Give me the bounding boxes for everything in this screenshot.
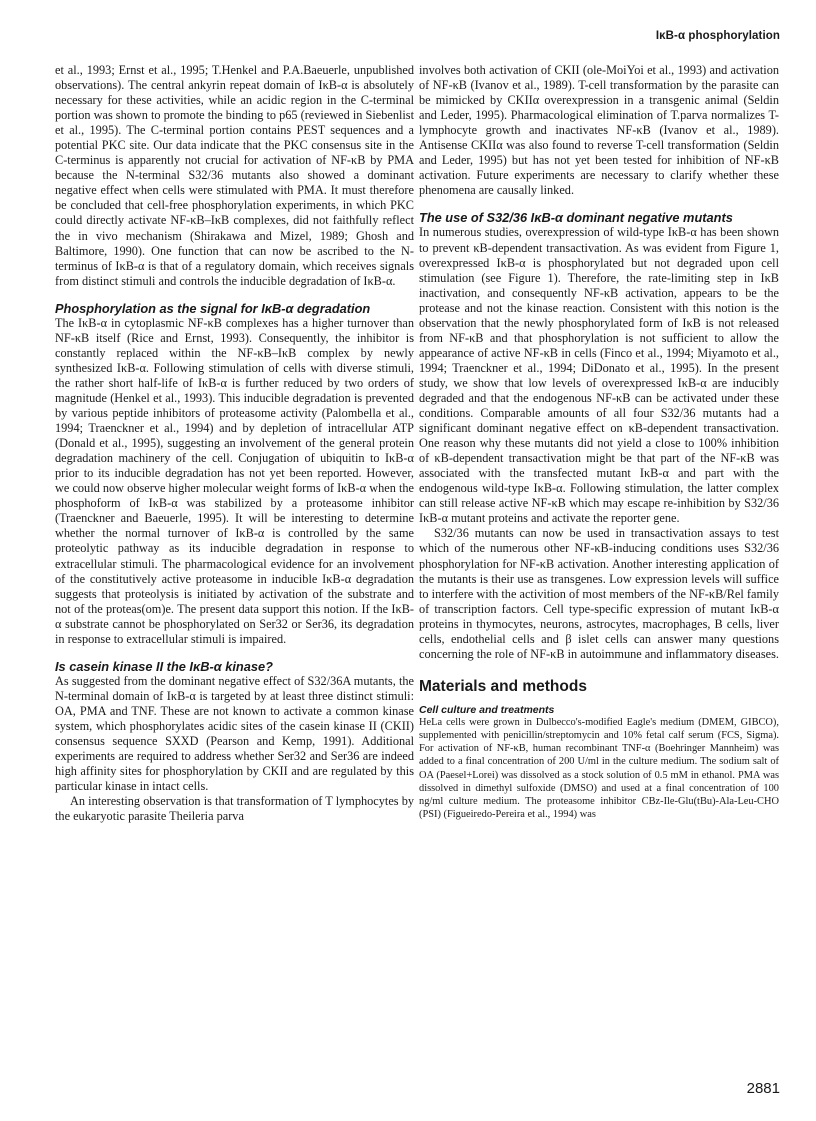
section-heading-casein-kinase: Is casein kinase II the IκB-α kinase? [55,658,273,674]
right-paragraph-2: In numerous studies, overexpression of wild-type IκB-α has been shown to prevent κB-dependent transactivation. As was evident from Figure 1, overexpressed IκB-α is phosphorylated but not degraded upon cell stimulation (see Figure 1). Therefore, the rate-limiting step in IκB inactivation, and consequently NF-κB activation, appears to be the protease and not the kinase reaction. Consistent with this notion is the observation that the newly phosphorylated form of IκB is not released from NF-κB and that phosphorylation is not sufficient to allow the appearance of active NF-κB in cells (Finco et al., 1994; Miyamoto et al., 1994; Traenckner et al., 1994; DiDonato et al., 1995). In the present study, we show that low levels of overexpressed IκB-α are inducibly degraded and that the endogenous NF-κB can be activated under these conditions. Comparable amounts of all four S32/36 mutants had a significant dominant negative effect on κB-dependent transactivation. One reason why these mutants did not yield a close to 100% inhibition of κB-dependent transactivation might be that part of the NF-κB was associated with the transfected mutant IκB-α and part with the endogenous wild-type IκB-α. Following stimulation, the latter complex can still release active NF-κB which may escape re-inhibition by S32/36 IκB-α mutant proteins and activate the reporter gene. [419,225,779,526]
right-paragraph-3: S32/36 mutants can now be used in transactivation assays to test which of the numerous other NF-κB-inducing conditions uses S32/36 phosphorylation for NF-κB activation. Another interesting application of the mutants is their use as transgenes. Low expression levels will suffice to interfere with the activition of most members of the NF-κB/Rel family of transcription factors. Cell type-specific expression of mutant IκB-α proteins in thymocytes, neurons, astrocytes, macrophages, B cells, liver cells, endothelial cells and β islet cells can answer many questions concerning the role of NF-κB in autoimmune and inflammatory diseases. [419,526,779,661]
subsection-heading-cell-culture: Cell culture and treatments [419,703,555,716]
section-heading-dominant-negative: The use of S32/36 IκB-α dominant negative mutants [419,210,733,226]
left-paragraph-2: The IκB-α in cytoplasmic NF-κB complexes has a higher turnover than NF-κB itself (Rice and Ernst, 1993). Consequently, the inhibitor is constantly replaced within the NF-κB–IκB complex by newly synthesized IκB-α. Following stimulation of cells with diverse stimuli, the rather short half-life of IκB-α is further reduced by two orders of magnitude (Henkel et al., 1993). This inducible degradation is prevented by various peptide inhibitors of proteasome activity (Palombella et al., 1994; Traenckner et al., 1994) and by depletion of intracellular ATP (Donald et al., 1995), suggesting an involvement of the general protein degradation machinery of the cell. Conjugation of ubiquitin to IκB-α prior to its inducible degradation has not yet been reported. However, we could now observe higher molecular weight forms of IκB-α when the phosphoform of IκB-α was stabilized by a proteasome inhibitor (Traenckner and Baeuerle, 1995). It will be interesting to determine whether the normal turnover of IκB-α is controlled by the same proteolytic pathway as its inducible degradation in response to extracellular stimuli. The pharmacological evidence for an involvement of the constitutively active proteasome in inducible IκB-α degradation suggests that proteolysis is initiated by activation of the substrate and not of the proteas(om)e. The present data support this notion. If the IκB-α substrate cannot be phosphorylated on Ser32 or Ser36, its degradation in response to extracellular stimuli is impaired. [55,315,414,646]
section-heading-phosphorylation: Phosphorylation as the signal for IκB-α degradation [55,300,371,316]
right-paragraph-methods: HeLa cells were grown in Dulbecco's-modified Eagle's medium (DMEM, GIBCO), supplemented with penicillin/streptomycin and 10% fetal calf serum (FCS, Sigma). For activation of NF-κB, human recombinant TNF-α (Boehringer Mannheim) was added to a final concentration of 200 U/ml in the culture medium. The sodium salt of OA (Paesel+Lorei) was dissolved as a stock solution of 0.5 mM in ethanol. PMA was dissolved in dimethyl sulfoxide (DMSO) and used at a final concentration of 100 ng/ml culture medium. The proteasome inhibitor CBz-Ile-Glu(tBu)-Ala-Leu-CHO (PSI) (Figueiredo-Pereira et al., 1994) was [419,716,779,821]
section-heading-materials-methods: Materials and methods [419,677,587,695]
page-number: 2881 [746,1080,780,1097]
left-column [55,63,414,824]
left-paragraph-4: An interesting observation is that transformation of T lymphocytes by the eukaryotic parasite Theileria parva [55,794,414,824]
left-paragraph-3: As suggested from the dominant negative effect of S32/36A mutants, the N-terminal domain of IκB-α is targeted by at least three distinct stimuli: OA, PMA and TNF. These are not known to activate a common kinase system, which phosphorylates acidic sites of the casein kinase II (CKII) consensus sequence SXXD (Pearson and Kemp, 1991). Additional experiments are required to address whether Ser32 and Ser36 are indeed high affinity sites for phosphorylation by CKII and are regulated by this particular kinase in intact cells. [55,673,414,794]
left-paragraph-1: et al., 1993; Ernst et al., 1995; T.Henkel and P.A.Baeuerle, unpublished observations). The central ankyrin repeat domain of IκB-α is absolutely necessary for these activities, while an acidic region in the C-terminal portion was shown to promote the binding to p65 (reviewed in Siebenlist et al., 1995). The C-terminal portion contains PEST sequences and a potential PKC site. Our data indicate that the PKC consensus site in the C-terminus is apparently not crucial for activation of NF-κB by PMA because the N-terminal S32/36 mutants also showed a dominant negative effect when cells were stimulated with PMA. It must therefore be concluded that cell-free phosphorylation experiments, in which PKC could directly activate NF-κB–IκB complexes, did not faithfully reflect the in vivo mechanism (Shirakawa and Mizel, 1989; Ghosh and Baltimore, 1990). One function that can now be ascribed to the N-terminus of IκB-α is that of a regulatory domain, which receives signals from distinct stimuli and controls the inducible degradation of IκB-α. [55,63,414,288]
right-paragraph-1: involves both activation of CKII (ole-MoiYoi et al., 1993) and activation of NF-κB (Ivanov et al., 1989). T-cell transformation by the parasite can be mimicked by CKIIα overexpression in a transgenic animal (Seldin and Leder, 1995). Pharmacological elimination of T.parva normalizes T-lymphocyte growth and inactivates NF-κB (Ivanov et al., 1989). Antisense CKIIα was also found to reverse T-cell transformation (Seldin and Leder, 1995) but has not yet been tested for inhibition of NF-κB activation. Future experiments are necessary to clarify whether these phenomena are causally linked. [419,63,779,198]
running-header: IκB-α phosphorylation [655,30,780,42]
right-column [419,63,779,821]
